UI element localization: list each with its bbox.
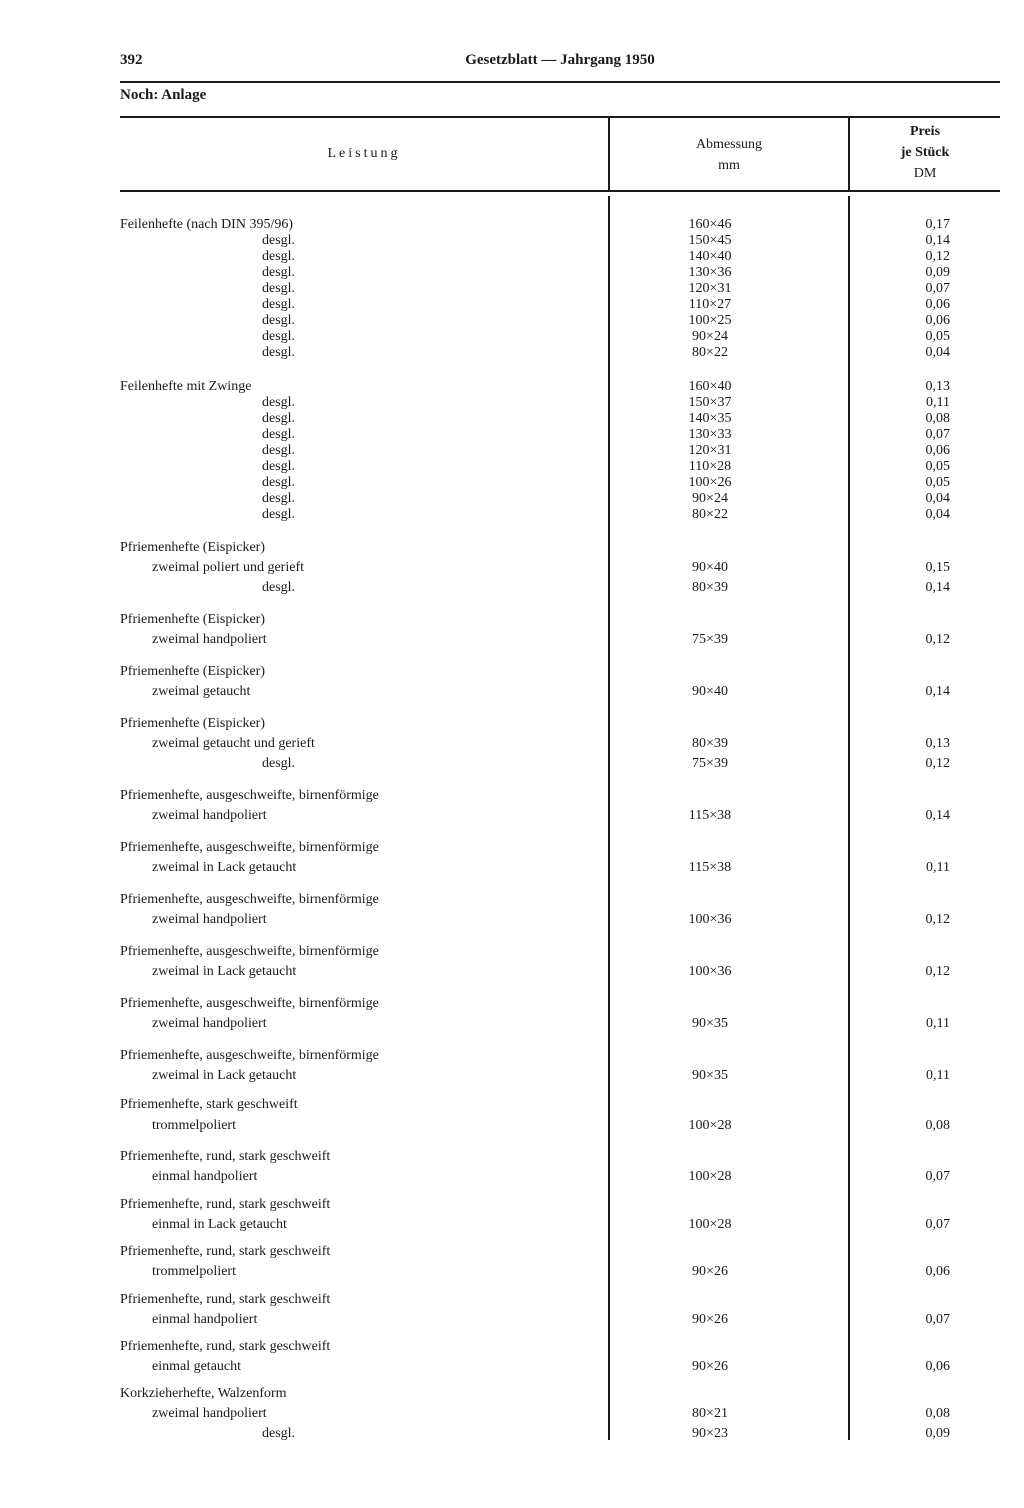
dimension-value: 90×35 [692,1016,728,1031]
table-row [0,1217,1024,1233]
service-description: Pfriemenhefte, ausgeschweifte, birnenförmige [120,996,379,1011]
table-row [0,459,1024,475]
service-description: Pfriemenhefte (Eispicker) [120,540,265,555]
service-description: Korkzieherhefte, Walzenform [120,1386,287,1401]
price-unit: DM [913,166,937,181]
price-value: 0,09 [925,1426,950,1441]
table-row [0,1359,1024,1375]
price-value: 0,06 [925,313,950,328]
price-value: 0,05 [925,329,950,344]
table-row [0,475,1024,491]
dimension-value: 80×39 [692,580,728,595]
service-description: Pfriemenhefte, ausgeschweifte, birnenförmige [120,840,379,855]
dimension-value: 75×39 [692,632,728,647]
table-row [0,411,1024,427]
price-value: 0,04 [925,507,950,522]
dimension-value: 100×28 [688,1217,732,1232]
table-row [0,912,1024,928]
table-row [0,1169,1024,1185]
dimension-value: 140×40 [688,249,732,264]
price-value: 0,12 [925,249,950,264]
price-value: 0,12 [925,632,950,647]
service-description: einmal getaucht [152,1359,242,1374]
table-row [0,684,1024,700]
service-description: desgl. [262,265,296,280]
service-description: desgl. [262,297,296,312]
service-description: desgl. [262,1426,296,1441]
table-row [0,788,1024,804]
table-row [0,756,1024,772]
price-value: 0,07 [925,281,950,296]
table-row [0,1244,1024,1260]
service-description: desgl. [262,443,296,458]
service-description: Feilenhefte (nach DIN 395/96) [120,217,293,232]
service-description: zweimal handpoliert [152,912,267,927]
dimension-value: 80×39 [692,736,728,751]
price-value: 0,08 [925,411,950,426]
dimension-value: 120×31 [688,443,732,458]
dimension-value: 80×21 [692,1406,728,1421]
running-title: Gesetzblatt — Jahrgang 1950 [465,52,655,68]
price-value: 0,12 [925,964,950,979]
table-row [0,1197,1024,1213]
table-row [0,612,1024,628]
price-value: 0,13 [925,379,950,394]
service-description: desgl. [262,427,296,442]
dimension-value: 160×46 [688,217,732,232]
price-value: 0,08 [925,1406,950,1421]
dimension-value: 150×45 [688,233,732,248]
table-row [0,379,1024,395]
price-value: 0,14 [925,233,950,248]
table-row [0,632,1024,648]
table-row [0,395,1024,411]
service-description: desgl. [262,491,296,506]
service-description: Pfriemenhefte, rund, stark geschweift [120,1149,331,1164]
dimension-value: 140×35 [688,411,732,426]
table-row [0,329,1024,345]
dimension-value: 110×28 [688,459,732,474]
dimension-value: 90×26 [692,1264,728,1279]
dimension-value: 90×26 [692,1359,728,1374]
service-description: Pfriemenhefte, stark geschweift [120,1097,298,1112]
price-value: 0,12 [925,756,950,771]
dimension-value: 100×28 [688,1118,732,1133]
price-value: 0,04 [925,491,950,506]
service-description: Pfriemenhefte, rund, stark geschweift [120,1197,331,1212]
service-description: Pfriemenhefte, rund, stark geschweift [120,1339,331,1354]
section-label: Noch: Anlage [120,87,207,103]
service-description: einmal in Lack getaucht [152,1217,287,1232]
dimension-value: 115×38 [688,860,732,875]
service-description: zweimal handpoliert [152,1406,267,1421]
price-value: 0,15 [925,560,950,575]
table-row [0,1312,1024,1328]
dimension-value: 90×35 [692,1068,728,1083]
price-value: 0,07 [925,1169,950,1184]
page-number: 392 [120,52,143,68]
service-description: zweimal handpoliert [152,632,267,647]
dimension-value: 150×37 [688,395,732,410]
dimension-value: 75×39 [692,756,728,771]
price-value: 0,14 [925,808,950,823]
dimension-value: 80×22 [692,345,728,360]
service-description: zweimal handpoliert [152,1016,267,1031]
price-value: 0,14 [925,580,950,595]
table-row [0,265,1024,281]
price-value: 0,07 [925,1312,950,1327]
table-row [0,964,1024,980]
table-row [0,1386,1024,1402]
table-row [0,249,1024,265]
table-row [0,736,1024,752]
table-row [0,1016,1024,1032]
dimension-value: 100×28 [688,1169,732,1184]
dimension-value: 100×36 [688,912,732,927]
dimension-value: 115×38 [688,808,732,823]
service-description: zweimal getaucht und gerieft [152,736,315,751]
service-description: einmal handpoliert [152,1312,258,1327]
service-description: desgl. [262,395,296,410]
service-description: trommelpoliert [152,1264,236,1279]
service-description: einmal handpoliert [152,1169,258,1184]
dimension-value: 80×22 [692,507,728,522]
table-row [0,1118,1024,1134]
table-row [0,580,1024,596]
service-description: desgl. [262,233,296,248]
table-row [0,1097,1024,1113]
service-description: zweimal in Lack getaucht [152,1068,297,1083]
table-row [0,313,1024,329]
dimension-value: 100×26 [688,475,732,490]
table-row [0,944,1024,960]
price-value: 0,06 [925,1264,950,1279]
dimension-value: 100×25 [688,313,732,328]
table-row [0,1264,1024,1280]
table-row [0,1068,1024,1084]
service-description: desgl. [262,580,296,595]
dimension-value: 90×40 [692,684,728,699]
dimension-value: 90×24 [692,329,728,344]
service-description: zweimal in Lack getaucht [152,860,297,875]
table-row [0,716,1024,732]
service-description: trommelpoliert [152,1118,236,1133]
dimension-value: 90×24 [692,491,728,506]
dimension-value: 90×26 [692,1312,728,1327]
table-row [0,560,1024,576]
service-description: Pfriemenhefte, ausgeschweifte, birnenförmige [120,788,379,803]
table-row [0,840,1024,856]
table-row [0,808,1024,824]
dimension-value: 90×23 [692,1426,728,1441]
table-row [0,217,1024,233]
table-row [0,1406,1024,1422]
service-description: zweimal poliert und gerieft [152,560,304,575]
service-description: desgl. [262,475,296,490]
service-description: desgl. [262,459,296,474]
service-description: Pfriemenhefte, ausgeschweifte, birnenförmige [120,944,379,959]
service-description: Feilenhefte mit Zwinge [120,379,252,394]
table-row [0,664,1024,680]
service-description: desgl. [262,313,296,328]
table-row [0,1149,1024,1165]
service-description: Pfriemenhefte, ausgeschweifte, birnenförmige [120,892,379,907]
table-row [0,427,1024,443]
dimension-value: 110×27 [688,297,732,312]
price-value: 0,11 [926,1016,950,1031]
service-description: Pfriemenhefte, ausgeschweifte, birnenförmige [120,1048,379,1063]
table-row [0,507,1024,523]
service-description: Pfriemenhefte, rund, stark geschweift [120,1292,331,1307]
price-value: 0,17 [925,217,950,232]
price-value: 0,06 [925,297,950,312]
service-description: zweimal handpoliert [152,808,267,823]
price-value: 0,09 [925,265,950,280]
table-row [0,345,1024,361]
price-label: Preis [909,124,941,139]
dimension-unit: mm [718,158,740,173]
column-header-service: Leistung [327,146,401,161]
table-row [0,297,1024,313]
table-row [0,996,1024,1012]
dimension-value: 130×36 [688,265,732,280]
price-value: 0,08 [925,1118,950,1133]
dimension-value: 100×36 [688,964,732,979]
service-description: desgl. [262,756,296,771]
dimension-value: 130×33 [688,427,732,442]
price-value: 0,07 [925,427,950,442]
table-row [0,860,1024,876]
price-value: 0,11 [926,1068,950,1083]
price-value: 0,06 [925,1359,950,1374]
service-description: Pfriemenhefte (Eispicker) [120,716,265,731]
table-row [0,1292,1024,1308]
service-description: desgl. [262,411,296,426]
price-value: 0,04 [925,345,950,360]
price-value: 0,05 [925,459,950,474]
price-value: 0,06 [925,443,950,458]
price-value: 0,11 [926,860,950,875]
table-row [0,233,1024,249]
price-value: 0,14 [925,684,950,699]
price-value: 0,13 [925,736,950,751]
table-row [0,540,1024,556]
service-description: desgl. [262,281,296,296]
price-sub-label: je Stück [900,145,950,160]
dimension-value: 160×40 [688,379,732,394]
price-value: 0,11 [926,395,950,410]
dimension-label: Abmessung [695,137,763,152]
table-row [0,443,1024,459]
service-description: desgl. [262,345,296,360]
table-row [0,491,1024,507]
service-description: desgl. [262,507,296,522]
service-description: Pfriemenhefte (Eispicker) [120,612,265,627]
service-description: zweimal in Lack getaucht [152,964,297,979]
price-value: 0,05 [925,475,950,490]
service-description: zweimal getaucht [152,684,251,699]
table-row [0,281,1024,297]
service-description: Pfriemenhefte, rund, stark geschweift [120,1244,331,1259]
dimension-value: 90×40 [692,560,728,575]
dimension-value: 120×31 [688,281,732,296]
service-description: desgl. [262,249,296,264]
service-description: desgl. [262,329,296,344]
service-description: Pfriemenhefte (Eispicker) [120,664,265,679]
price-value: 0,07 [925,1217,950,1232]
table-row [0,1339,1024,1355]
table-row [0,892,1024,908]
table-row [0,1426,1024,1442]
price-value: 0,12 [925,912,950,927]
table-row [0,1048,1024,1064]
